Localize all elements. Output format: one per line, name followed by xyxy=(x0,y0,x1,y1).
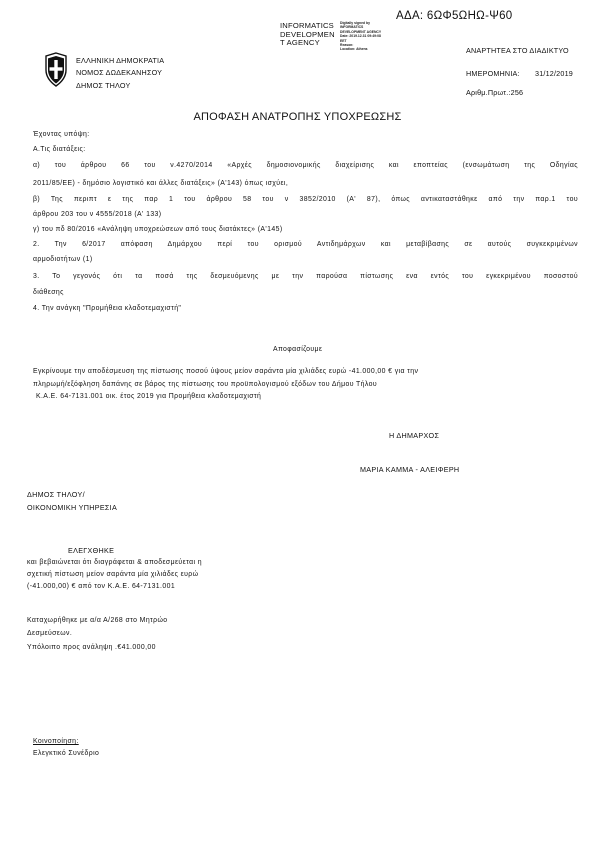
notification-label: Κοινοποίηση: xyxy=(33,738,79,745)
sig-detail: DEVELOPMENT AGENCY xyxy=(340,29,382,34)
document-title: ΑΠΟΦΑΣΗ ΑΝΑΤΡΟΠΗΣ ΥΠΟΧΡΕΩΣΗΣ xyxy=(193,111,402,123)
item-3-line1: 3. Το γεγονός ότι τα ποσά της δεσμευόμενης με την παρούσα πίστωσης ενα εντός του εγκεκριμένου ποσοστού xyxy=(33,273,578,280)
header-prefecture: ΝΟΜΟΣ ΔΩΔΕΚΑΝΗΣΟΥ xyxy=(76,68,163,78)
section-provisions: Α.Τις διατάξεις: xyxy=(33,146,86,153)
signatory-name: ΜΑΡΙΑ ΚΑΜΜΑ - ΑΛΕΙΦΕΡΗ xyxy=(360,465,460,474)
agency-line-2: DEVELOPMEN xyxy=(280,29,335,39)
sig-detail: Date: 2019.12.31 09:49:08 xyxy=(340,34,381,39)
item-2-line1: 2. Την 6/2017 απόφαση Δημάρχου περί του ορισμού Αντιδημάρχων και μεταβίβασης σε αυτούς συγκεκριμένων xyxy=(33,241,578,248)
agency-line-3: T AGENCY xyxy=(280,38,320,48)
checked-title: ΕΛΕΓΧΘΗΚΕ xyxy=(68,546,115,555)
service-municipality: ΔΗΜΟΣ ΤΗΛΟΥ/ xyxy=(27,490,85,499)
sig-detail: EET xyxy=(340,38,347,43)
protocol-number: Αριθμ.Πρωτ.:256 xyxy=(466,88,524,97)
agency-signature-block xyxy=(280,22,338,48)
decision-line1: Εγκρίνουμε την αποδέσμευση της πίστωσης ποσού ύψους μείον σαράντα μία χιλιάδες ευρώ -41.000,00 € για την xyxy=(33,368,419,375)
digital-signature-details xyxy=(340,21,420,52)
service-department: ΟΙΚΟΝΟΜΙΚΗ ΥΠΗΡΕΣΙΑ xyxy=(27,503,118,512)
item-2-line2: αρμοδιοτήτων (1) xyxy=(33,256,93,263)
sig-detail: Digitally signed by xyxy=(340,21,370,25)
header-country: ΕΛΛΗΝΙΚΗ ΔΗΜΟΚΡΑΤΙΑ xyxy=(76,56,165,65)
date-label: ΗΜΕΡΟΜΗΝΙΑ: xyxy=(466,69,520,78)
date-value: 31/12/2019 xyxy=(535,69,573,78)
header-municipality: ΔΗΜΟΣ ΤΗΛΟΥ xyxy=(76,80,131,90)
provision-b-line2: άρθρου 203 του ν 4555/2018 (Α' 133) xyxy=(33,211,162,218)
ada-code: ΑΔΑ: 6ΩΦ5ΩΗΩ-Ψ60 xyxy=(396,10,513,22)
signatory-role: Η ΔΗΜΑΡΧΟΣ xyxy=(389,431,440,440)
registry-line1: Καταχωρήθηκε με α/α Α/268 στο Μητρώο xyxy=(27,617,168,624)
checked-line1: και βεβαιώνεται ότι διαγράφεται & αποδεσμεύεται η xyxy=(27,559,202,566)
provision-c: γ) του πδ 80/2016 «Ανάληψη υποχρεώσεων από τους διατάκτες» (Α'145) xyxy=(33,226,283,233)
item-3-line2: διάθεσης xyxy=(33,289,64,296)
notification-recipient: Ελεγκτικό Συνέδριο xyxy=(33,750,100,757)
registry-line2: Δεσμεύσεων. xyxy=(27,630,73,637)
posted-online-label: ΑΝΑΡΤΗΤΕΑ ΣΤΟ ΔΙΑΔΙΚΤΥΟ xyxy=(466,46,569,55)
registry-line3: Υπόλοιπο προς ανάληψη .€41.000,00 xyxy=(27,644,156,651)
decision-line3: Κ.Α.Ε. 64-7131.001 οικ. έτος 2019 για Προμήθεια κλαδοτεμαχιστή xyxy=(36,393,262,400)
sig-detail: INFORMATICS xyxy=(340,25,364,30)
checked-line3: (-41.000,00) € από τον Κ.Α.Ε. 64-7131.001 xyxy=(27,583,176,590)
agency-line-1: INFORMATICS xyxy=(280,21,334,30)
sig-detail: Reason: xyxy=(340,43,354,48)
provision-a-line2: 2011/85/ΕΕ) - δημόσιο λογιστικό και άλλες διατάξεις» (Α'143) όπως ισχύει, xyxy=(33,180,289,187)
greek-emblem-icon xyxy=(44,52,68,88)
decision-line2: πληρωμή/εξόφληση δαπάνης σε βάρος της πίστωσης του προϋπολογισμού εξόδων του Δήμου Τήλου xyxy=(33,381,378,388)
decision-heading: Αποφασίζουμε xyxy=(273,346,323,353)
intro-text: Έχοντας υπόψη: xyxy=(33,131,90,138)
provision-b-line1: β) Της περιπτ ε της παρ 1 του άρθρου 58 του ν 3852/2010 (Α' 87), όπως αντικαταστάθηκε από την παρ.1 του xyxy=(33,196,578,203)
provision-a-line1: α) του άρθρου 66 του ν.4270/2014 «Αρχές δημοσιονομικής διαχείρισης και εποπτείας (ενσωμάτωση της Οδηγίας xyxy=(33,162,578,169)
municipality-header xyxy=(76,55,164,92)
item-4: 4. Την ανάγκη "Προμήθεια κλαδοτεμαχιστή" xyxy=(33,305,182,312)
checked-line2: σχετική πίστωση μείον σαράντα μία χιλιάδες ευρώ xyxy=(27,571,199,578)
sig-detail: Location: Athens xyxy=(340,47,368,52)
